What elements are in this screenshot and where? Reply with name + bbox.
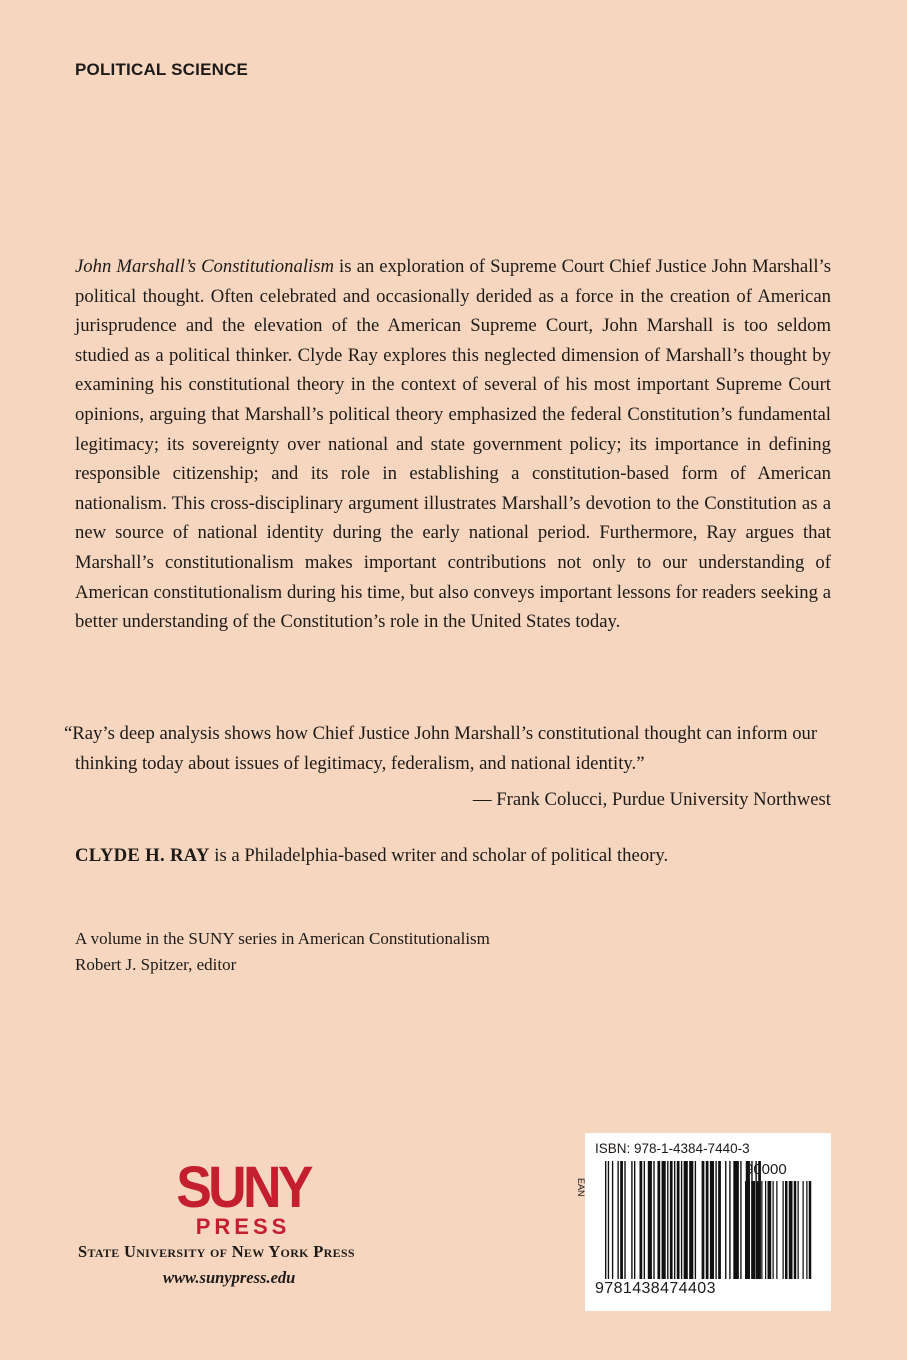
barcode-bar: [640, 1161, 643, 1279]
author-bio-text: is a Philadelphia-based writer and scholar of political theory.: [209, 845, 669, 866]
endorsement-attribution: — Frank Colucci, Purdue University Northwest: [472, 789, 831, 810]
barcode-bar: [648, 1161, 652, 1279]
barcode-bar: [756, 1181, 759, 1279]
publisher-website: www.sunypress.edu: [163, 1268, 296, 1287]
barcode-bar: [733, 1161, 739, 1279]
barcode-bar: [745, 1181, 746, 1279]
barcode-bar: [798, 1181, 799, 1279]
barcode-bar: [710, 1161, 714, 1279]
logo-press-text: PRESS: [195, 1214, 291, 1239]
barcode-bar: [634, 1161, 635, 1279]
barcode-bar: [765, 1181, 766, 1279]
barcode-bar: [789, 1181, 793, 1279]
series-info: [75, 926, 675, 978]
barcode-bar: [605, 1161, 606, 1279]
barcode-bar: [809, 1181, 812, 1279]
barcode-panel: [576, 1133, 831, 1311]
barcode-bar: [740, 1161, 741, 1279]
series-editor: Robert J. Spitzer, editor: [75, 955, 237, 974]
barcode-bar: [783, 1181, 784, 1279]
barcode-bar: [631, 1161, 632, 1279]
barcode-bar: [689, 1161, 693, 1279]
barcode-bar: [657, 1161, 660, 1279]
barcode-bar: [729, 1161, 730, 1279]
barcode-bar: [751, 1181, 755, 1279]
barcode-bar: [776, 1181, 777, 1279]
price-addon-barcode: [745, 1181, 811, 1279]
barcode-bar: [773, 1181, 774, 1279]
category-label: POLITICAL SCIENCE: [75, 60, 249, 79]
barcode-bar: [718, 1161, 721, 1279]
barcode-bar: [761, 1181, 762, 1279]
barcode-bar: [794, 1181, 797, 1279]
logo-suny-text: SUNY: [176, 1155, 310, 1220]
barcode-bar: [803, 1181, 804, 1279]
isbn-label: ISBN: 978-1-4384-7440-3: [595, 1141, 750, 1156]
barcode-bar: [725, 1161, 726, 1279]
barcode-bar: [612, 1161, 613, 1279]
suny-press-logo: [163, 1155, 323, 1241]
barcode-bar: [608, 1161, 609, 1279]
endorsement-quote: [64, 719, 831, 778]
barcode-bar: [702, 1161, 705, 1279]
barcode-bar: [748, 1181, 751, 1279]
barcode-digits: 9781438474403: [595, 1280, 716, 1297]
barcode-bar: [681, 1161, 682, 1279]
barcode-bar: [667, 1161, 668, 1279]
book-title-italic: John Marshall’s Constitutionalism: [75, 256, 334, 277]
ean-barcode: [605, 1161, 761, 1279]
series-line: A volume in the SUNY series in American Constitutionalism: [75, 929, 490, 948]
author-bio: [75, 841, 835, 871]
price-code: 90000: [745, 1161, 787, 1178]
barcode-bar: [768, 1181, 772, 1279]
barcode-bar: [806, 1181, 807, 1279]
barcode-bar: [706, 1161, 709, 1279]
barcode-bar: [653, 1161, 654, 1279]
author-name: CLYDE H. RAY: [75, 845, 210, 866]
barcode-bar: [715, 1161, 716, 1279]
endorsement-text: “Ray’s deep analysis shows how Chief Justice John Marshall’s constitutional thought can inform our thinking today about issues of legitimacy, federalism, and national identity.”: [64, 723, 818, 774]
barcode-bar: [662, 1161, 666, 1279]
barcode-bar: [670, 1161, 673, 1279]
barcode-bar: [624, 1161, 625, 1279]
barcode-bar: [617, 1161, 618, 1279]
barcode-bar: [684, 1161, 688, 1279]
barcode-bar: [785, 1181, 788, 1279]
barcode-bar: [695, 1161, 696, 1279]
ean-label: EAN: [576, 1178, 586, 1197]
barcode-bar: [644, 1161, 645, 1279]
publisher-name: State University of New York Press: [78, 1242, 355, 1261]
barcode-bar: [674, 1161, 675, 1279]
barcode-bar: [677, 1161, 680, 1279]
barcode-bar: [620, 1161, 623, 1279]
description-text: is an exploration of Supreme Court Chief Justice John Marshall’s political thought. Often celebrated and occasionally derided as a force in the creation of American jurisprudence and the elevation of the American Supreme Court, John Marshall is too seldom studied as a political thinker. Clyde Ray explores this neglected dimension of Marshall’s thought by examining his constitutional theory in the context of several of his most important Supreme Court opinions, arguing that Marshall’s political theory emphasized the federal Constitution’s fundamental legitimacy; its sovereignty over national and state government policy; its importance in defining responsible citizenship; and its role in establishing a constitution-based form of American nationalism. This cross-disciplinary argument illustrates Marshall’s devotion to the Constitution as a new source of national identity during the early national period. Furthermore, Ray argues that Marshall’s constitutionalism makes important contributions not only to our understanding of American constitutionalism during his time, but also conveys important lessons for readers seeking a better understanding of the Constitution’s role in the United States today.: [75, 256, 831, 633]
description-paragraph: [75, 252, 831, 637]
